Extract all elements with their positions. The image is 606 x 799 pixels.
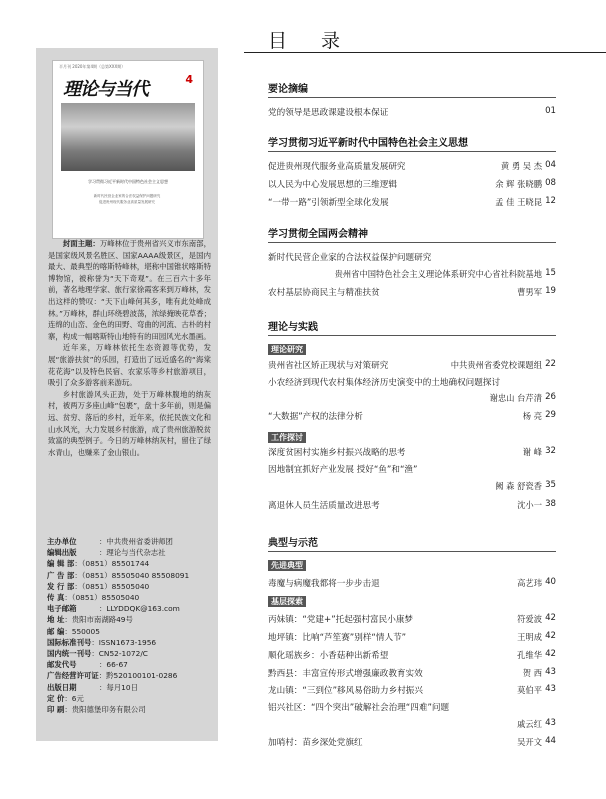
entry-page-number: 35 [545, 480, 556, 490]
section-heading: 要论摘编 [268, 84, 308, 95]
entry-author: 王明成 [517, 632, 542, 642]
entry-author: 曹男军 [517, 287, 542, 297]
entry-page-number: 38 [545, 499, 556, 509]
entry-author: 高艺玮 [517, 578, 542, 588]
entry-title: 深度贫困村实施乡村振兴战略的思考 [268, 448, 406, 458]
entry-page-number: 26 [545, 392, 556, 402]
entry-page-number: 29 [545, 410, 556, 420]
colophon-value: ：贵阳德堡印务有限公司 [64, 705, 146, 715]
cover-theme-paragraph: 万峰林位于贵州省兴义市东南部，是国家级风景名胜区、国家AAAA级景区，是国内最大、最典型的喀斯特峰林，堪称中国锥状喀斯特博物馆，被称誉为“天下奇观”。在三百六十多年前，著名地理学家、旅行家徐霞客来到万峰林，发出这样的赞叹：“天下山峰何其多，唯有此处峰成林。”万峰林，群山环绕碧波荡，浓绿掩映花草香；连绵的山峦、金色的田野、弯曲的河流、古朴的村寨，构成一幅喀斯特山地特有的田园风光水墨画。 [48, 239, 211, 341]
entry-title: 毒魔与病魔我都将一步步击退 [268, 579, 380, 589]
colophon-key: 广告经营许可证 [47, 671, 99, 681]
colophon-row [47, 603, 217, 614]
entry-author: 阙 森 舒瓷香 [495, 481, 542, 491]
entry-author: 莫伯平 [517, 685, 542, 695]
entry-author: 谢忠山 台芹清 [489, 393, 542, 403]
colophon-value: ：每月10日 [99, 682, 138, 692]
colophon-key: 邮 编 [47, 626, 65, 636]
subsection-tag: 先进典型 [268, 560, 306, 571]
entry-page-number: 19 [545, 286, 556, 296]
colophon-row [47, 648, 217, 659]
colophon-row [47, 693, 217, 704]
cover-theme-paragraph: 乡村旅游风头正劲，处于万峰林腹地的纳灰村，被两万多座山峰“包裹”，盘十多年前，则是偏远、贫穷、落后的乡村，近年来，依托民族文化和山水风光，大力发展乡村旅游，成了贵州旅游脱贫致富的典型例子。今日的万峰林纳灰村，留住了绿水青山，也赚来了金山银山。 [48, 389, 211, 457]
entry-page-number: 12 [545, 196, 556, 206]
cover-title: 理论与当代 [63, 79, 148, 100]
colophon-key: 印 刷 [47, 705, 65, 715]
colophon-row [47, 570, 217, 581]
colophon-key: 邮发代号 [47, 660, 77, 670]
entry-title: “一带一路”引领新型全球化发展 [268, 198, 389, 208]
entry-author: 沈小一 [517, 500, 542, 510]
colophon-value: ：550005 [64, 626, 100, 636]
colophon-key: 地 址 [47, 615, 65, 625]
entry-page-number: 08 [545, 178, 556, 188]
entry-author: 孔维华 [517, 650, 542, 660]
colophon-row [47, 592, 217, 603]
colophon-row [47, 558, 217, 569]
entry-page-number: 42 [545, 613, 556, 623]
colophon-value: ：理论与当代杂志社 [99, 548, 166, 558]
entry-author: 吴开文 [517, 737, 542, 747]
colophon-value: ：贵阳市南湖路49号 [64, 615, 133, 625]
colophon-key: 国际标准刊号 [47, 637, 92, 647]
colophon-key: 定 价 [47, 693, 65, 703]
cover-subtitles [67, 193, 187, 205]
colophon-row [47, 614, 217, 625]
colophon-value: ：66-67 [99, 660, 128, 670]
colophon-key: 出版日期 [47, 682, 77, 692]
entry-page-number: 43 [545, 684, 556, 694]
entry-title: 以人民为中心发展思想的三维逻辑 [268, 180, 397, 190]
colophon-value: ：ISSN1673-1956 [91, 637, 157, 647]
colophon-row [47, 581, 217, 592]
entry-title: 黔西县：丰富宣传形式增强廉政教育实效 [268, 669, 423, 679]
colophon-key: 发 行 部 [47, 581, 75, 591]
colophon-key: 国内统一刊号 [47, 649, 92, 659]
section-heading: 学习贯彻习近平新时代中国特色社会主义思想 [268, 138, 468, 149]
left-sidebar [36, 48, 218, 741]
entry-title: 促进贵州现代服务业高质量发展研究 [268, 162, 406, 172]
entry-page-number: 15 [545, 268, 556, 278]
entry-page-number: 01 [545, 106, 556, 116]
entry-title: 顺化瑶族乡：小香菇种出新希望 [268, 651, 389, 661]
entry-author: 戚云红 [517, 719, 542, 729]
entry-page-number: 22 [545, 359, 556, 369]
colophon-key: 广 告 部 [47, 570, 75, 580]
entry-page-number: 42 [545, 631, 556, 641]
entry-page-number: 43 [545, 718, 556, 728]
colophon-value: ：（0851）85505040 85508091 [74, 570, 190, 580]
section-heading: 典型与示范 [268, 538, 318, 549]
colophon-row [47, 547, 217, 558]
entry-page-number: 04 [545, 160, 556, 170]
colophon-value: ：（0851）85505040 [74, 581, 150, 591]
cover-issue-number: 4 [185, 73, 193, 86]
cover-theme-text [48, 238, 211, 458]
colophon-row [47, 626, 217, 637]
colophon-row [47, 670, 217, 681]
entry-title: 新时代民营企业家的合法权益保护问题研究 [268, 253, 432, 263]
entry-author: 余 辉 张晓鹏 [495, 179, 542, 189]
section-divider [268, 242, 556, 243]
entry-author: 贺 西 [522, 668, 542, 678]
entry-title: 地坪镇：比响“芦笙赛”别样“情人节” [268, 633, 407, 643]
entry-title: 因地制宜抓好产业发展 授好“鱼”和“渔” [268, 465, 418, 475]
entry-title: 加哨村：苗乡深处党旗红 [268, 738, 363, 748]
section-heading: 理论与实践 [268, 322, 318, 333]
entry-author: 符爱波 [517, 614, 542, 624]
colophon-row [47, 682, 217, 693]
entry-page-number: 42 [545, 649, 556, 659]
cover-top-text: 半月刊 2020年第4期（总第XXX期） [59, 64, 126, 69]
page-title: 目 录 [268, 30, 355, 52]
entry-title: 离退休人员生活质量改进思考 [268, 501, 380, 511]
section-divider [268, 151, 556, 152]
entry-author: 黄 勇 吴 杰 [500, 161, 542, 171]
subsection-tag: 基层探索 [268, 596, 306, 607]
cover-headline: 学习贯彻习近平新时代中国特色社会主义思想 [88, 179, 168, 184]
colophon-value: ：（0851）85505040 [64, 593, 140, 603]
entry-page-number: 43 [545, 667, 556, 677]
entry-title: 农村基层协商民主与精准扶贫 [268, 288, 380, 298]
entry-title: 贵州省社区矫正现状与对策研究 [268, 361, 389, 371]
colophon-value: ：LLYDDQK@163.com [99, 604, 180, 614]
colophon [47, 536, 217, 715]
cover-sub-line: 促进贵州现代服务业高质量发展研究 [99, 200, 155, 204]
section-divider [268, 551, 556, 552]
entry-author: 贵州省中国特色社会主义理论体系研究中心省社科院基地 [334, 269, 542, 279]
colophon-value: ：黔520100101-0286 [98, 671, 178, 681]
section-divider [268, 335, 556, 336]
entry-page-number: 40 [545, 577, 556, 587]
title-divider [244, 52, 606, 53]
entry-title: 龙山镇：“三到位”移风易俗助力乡村振兴 [268, 686, 423, 696]
entry-title: 党的领导是思政课建设根本保证 [268, 108, 389, 118]
cover-theme-paragraph: 近年来，万峰林依托生态资源等优势，发展“旅游扶贫”的乐园，打造出了远近盛名的“海棠花花海”以及特色民宿、农家乐等乡村旅游项目，吸引了众多游客前来游玩。 [48, 343, 211, 388]
entry-title: 铝兴社区：“四个突出”破解社会治理“四难”问题 [268, 703, 450, 713]
entry-title: “大数据”产权的法律分析 [268, 412, 363, 422]
colophon-value: ：CN52-1072/C [91, 649, 148, 659]
section-heading: 学习贯彻全国两会精神 [268, 229, 368, 240]
section-divider [268, 97, 556, 98]
colophon-key: 编辑出版 [47, 548, 77, 558]
entry-author: 孟 佳 王晓昆 [495, 197, 542, 207]
entry-author: 谢 峰 [522, 447, 542, 457]
colophon-row [47, 637, 217, 648]
colophon-key: 主办单位 [47, 537, 77, 546]
cover-theme-label: 封面主题： [62, 239, 100, 248]
colophon-value: ：中共贵州省委讲师团 [99, 537, 173, 546]
entry-title: 丙妹镇：“党建+”托起强村富民小康梦 [268, 615, 414, 625]
magazine-cover [52, 60, 204, 239]
entry-author: 杨 亮 [522, 411, 542, 421]
colophon-row [47, 536, 217, 547]
subsection-tag: 工作探讨 [268, 432, 306, 443]
colophon-value: ：6元 [64, 693, 84, 703]
entry-author: 中共贵州省委党校课题组 [450, 360, 542, 370]
colophon-row [47, 659, 217, 670]
colophon-value: ：（0851）85501744 [74, 559, 150, 569]
colophon-row [47, 704, 217, 715]
colophon-key: 电子邮箱 [47, 604, 77, 614]
entry-page-number: 44 [545, 736, 556, 746]
entry-title: 小农经济到现代农村集体经济历史演变中的土地确权问题探讨 [268, 378, 501, 388]
colophon-key: 传 真 [47, 593, 65, 603]
cover-sub-line: 新时代民营企业家的合法权益保护问题研究 [93, 194, 161, 198]
colophon-key: 编 辑 部 [47, 559, 75, 569]
cover-landscape-photo [61, 103, 195, 171]
subsection-tag: 理论研究 [268, 344, 306, 355]
entry-page-number: 32 [545, 446, 556, 456]
